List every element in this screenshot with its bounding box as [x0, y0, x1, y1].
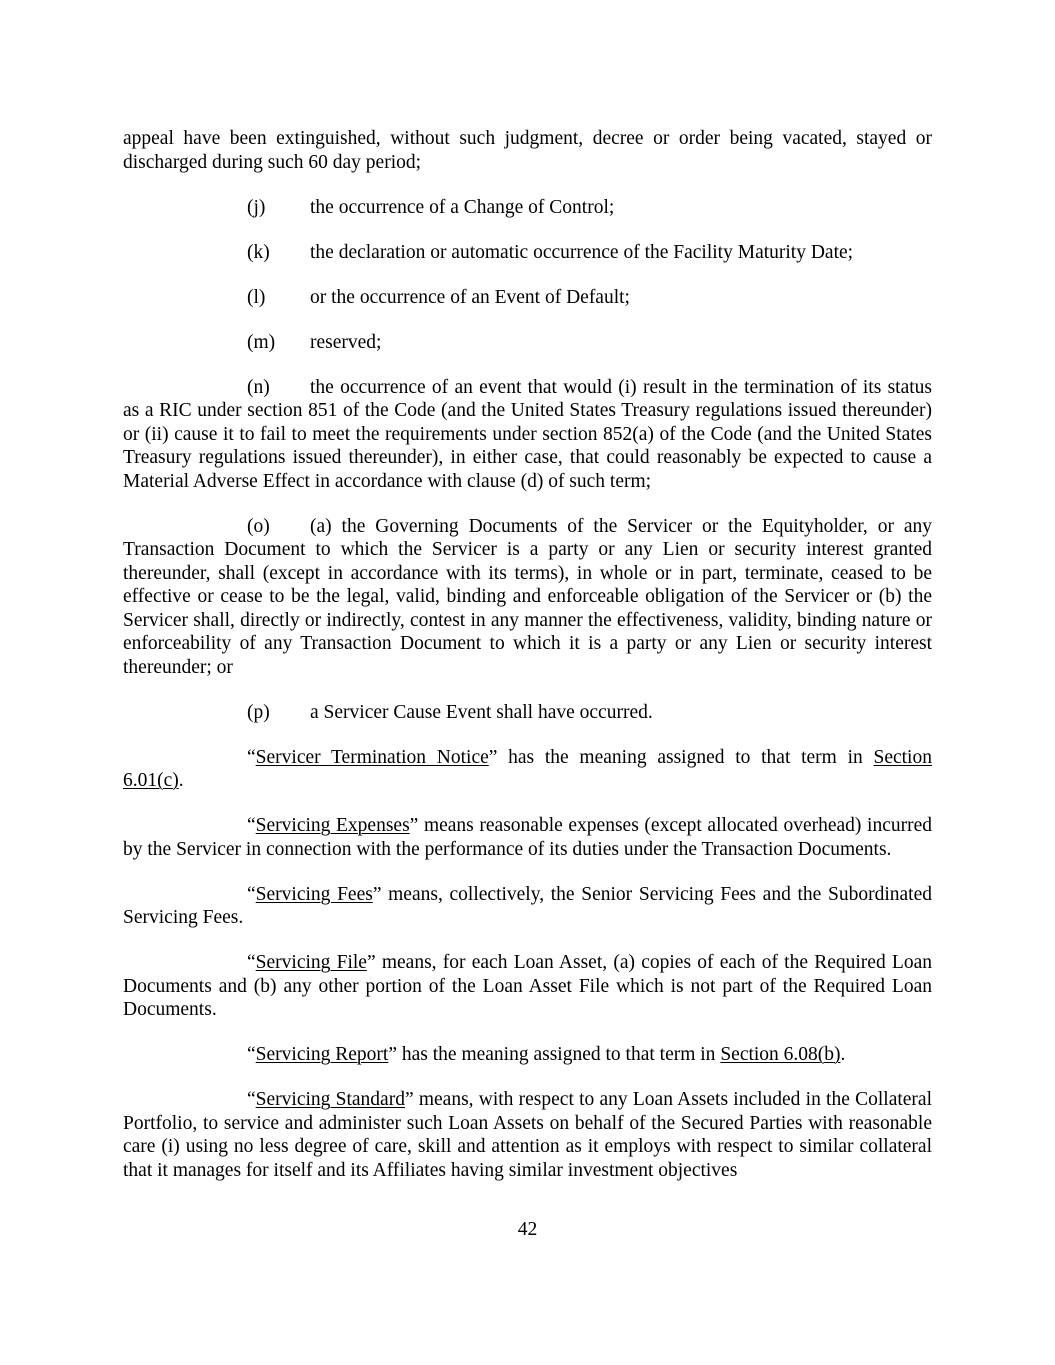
open-quote: “ [247, 1089, 256, 1110]
item-text: reserved; [310, 331, 382, 353]
list-item-j [123, 196, 932, 220]
definition-text: ” has the meaning assigned to that term in [388, 1044, 721, 1065]
defined-term: Servicing Report [255, 1044, 389, 1065]
item-text: (a) the Governing Documents of the Servicer or the Equityholder, or any Transaction Document to which the Servicer is a party or any Lien or security interest granted thereunder, shall (except in accordance with its terms), in whole or in part, terminate, ceased to be effective or cease to be the legal, valid, binding and enforceable obligation of the Servicer or (b) the Servicer shall, directly or indirectly, contest in any manner the effectiveness, validity, binding nature or enforceability of any Transaction Document to which it is a party or any Lien or security interest thereunder; or [123, 515, 932, 678]
item-text: the occurrence of an event that would (i) result in the termination of its status as a RIC under section 851 of the Code (and the United States Treasury regulations issued thereunder) or (ii) cause it to fail to meet the requirements under section 852(a) of the Code (and the United States Treasury regulations issued thereunder), in either case, that could reasonably be expected to cause a Material Adverse Effect in accordance with clause (d) of such term; [123, 376, 932, 492]
paragraph-text: appeal have been extinguished, without such judgment, decree or order being vacated, stayed or discharged during such 60 day period; [123, 128, 932, 173]
open-quote: “ [247, 883, 256, 905]
defined-term: Servicing File [255, 952, 367, 973]
list-item-n [123, 376, 932, 494]
list-item-k [123, 241, 932, 265]
item-label: (m) [247, 331, 276, 353]
item-label: (k) [247, 241, 270, 263]
defined-term: Servicing Fees [255, 883, 373, 905]
definition-text: ” means reasonable expenses (except allocated overhead) incurred by the Servicer in connection with the performance of its duties under the Transaction Documents. [123, 815, 932, 860]
definition-servicing-expenses [123, 814, 932, 861]
definition-servicing-standard [123, 1088, 932, 1182]
open-quote: “ [247, 815, 256, 836]
page-number: 42 [517, 1219, 538, 1240]
definition-text: ” has the meaning assigned to that term in [488, 746, 874, 768]
defined-term: Servicer Termination Notice [255, 746, 489, 768]
definition-text: ” means, collectively, the Senior Servicing Fees and the Subordinated Servicing Fees. [123, 883, 932, 928]
list-item-m [123, 331, 932, 355]
definition-servicing-fees [123, 883, 932, 930]
section-reference: Section 6.01(c) [123, 746, 932, 791]
list-item-o [123, 515, 932, 680]
item-label: (j) [247, 196, 266, 218]
open-quote: “ [247, 952, 256, 973]
item-label: (n) [247, 376, 270, 398]
defined-term: Servicing Standard [255, 1089, 405, 1110]
open-quote: “ [247, 1044, 256, 1065]
defined-term: Servicing Expenses [255, 815, 410, 836]
definition-servicing-file [123, 951, 932, 1022]
definition-end: . [178, 770, 184, 791]
item-text: or the occurrence of an Event of Default; [310, 286, 630, 308]
item-text: a Servicer Cause Event shall have occurred. [310, 701, 653, 723]
page-content [123, 127, 932, 1204]
definition-text: ” means, for each Loan Asset, (a) copies of each of the Required Loan Documents and (b) any other portion of the Loan Asset File which is not part of the Required Loan Documents. [123, 952, 932, 1020]
item-text: the occurrence of a Change of Control; [310, 196, 615, 218]
item-label: (p) [247, 701, 270, 723]
item-text: the declaration or automatic occurrence of the Facility Maturity Date; [310, 241, 854, 263]
list-item-l [123, 286, 932, 310]
section-reference: Section 6.08(b) [720, 1044, 841, 1065]
definition-end: . [840, 1044, 846, 1065]
definition-servicing-report [123, 1043, 932, 1067]
list-item-p [123, 701, 932, 725]
paragraph-continuation [123, 127, 932, 174]
definition-servicer-termination-notice [123, 746, 932, 793]
item-label: (l) [247, 286, 266, 308]
open-quote: “ [247, 746, 256, 768]
definition-text: ” means, with respect to any Loan Assets included in the Collateral Portfolio, to service and administer such Loan Assets on behalf of the Secured Parties with reasonable care (i) using no less degree of care, skill and attention as it employs with respect to similar collateral that it manages for itself and its Affiliates having similar investment objectives [123, 1089, 932, 1181]
item-label: (o) [247, 515, 270, 537]
